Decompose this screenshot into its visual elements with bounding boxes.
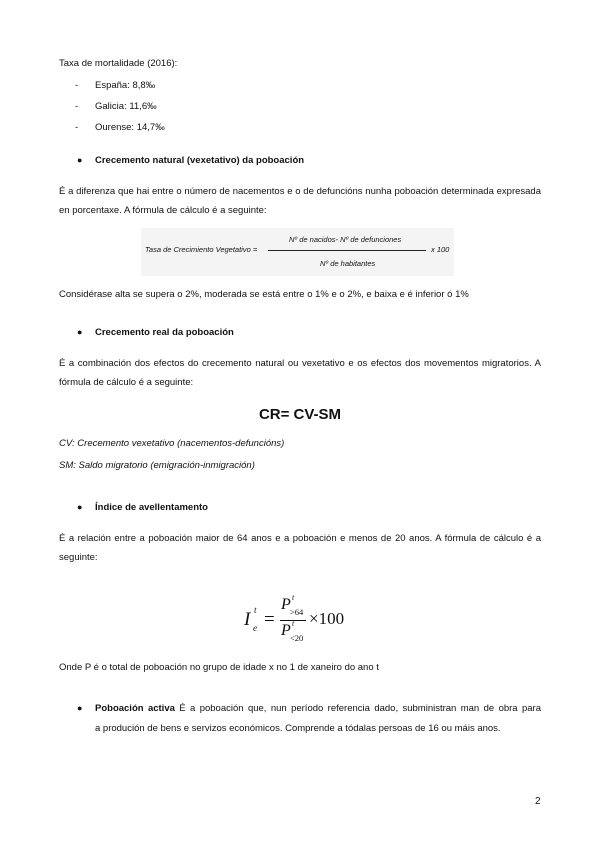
paragraph-ageing-index: É a relación entre a poboación maior de 64 anos e a poboación e menos de 20 anos. A fórmula de cálculo é a seguinte: [59, 533, 541, 563]
eq-sub-e: e [253, 623, 257, 633]
mortality-item-spain: España: 8,8‰ [95, 80, 156, 91]
mortality-title: Taxa de mortalidade (2016): [59, 58, 178, 69]
eq-times-100: ×100 [309, 609, 345, 628]
eq-sup-t: t [254, 605, 257, 615]
list-dash: - [75, 80, 79, 91]
definition-sm: SM: Saldo migratorio (emigración-inmigración) [59, 460, 255, 471]
eq-numerator-sup: t [292, 593, 295, 602]
formula-label: Tasa de Crecimiento Vegetativo = [145, 245, 258, 254]
mortality-item-galicia: Galicia: 11,6‰ [95, 101, 157, 112]
eq-denominator-sub: <20 [290, 633, 304, 643]
formula-multiplier: x 100 [431, 245, 450, 254]
real-growth-formula: CR= CV-SM [258, 406, 342, 423]
vegetative-growth-formula [141, 228, 454, 276]
eq-numerator-sub: >64 [290, 607, 304, 617]
active-population-line1 [95, 703, 541, 715]
section-heading-ageing-index: Índice de avellentamento [95, 502, 208, 513]
active-population-text1: É a poboación que, nun período referencia dado, subministran man de obra para [179, 703, 541, 714]
bullet-icon: ● [77, 155, 83, 165]
eq-denominator-p: P [281, 622, 291, 639]
eq-numerator-p: P [281, 596, 291, 613]
formula-numerator: Nº de nacidos- Nº de defunciones [289, 235, 402, 244]
natural-growth-note: Considérase alta se supera o 2%, moderada se está entre o 1% e o 2%, e baixa e é inferior ó 1% [59, 289, 469, 300]
section-heading-natural-growth: Crecemento natural (vexetativo) da poboación [95, 155, 305, 166]
list-dash: - [75, 122, 79, 133]
eq-denominator-sup: t [292, 619, 295, 628]
definition-cv: CV: Crecemento vexetativo (nacementos-defuncións) [59, 438, 285, 449]
mortality-item-ourense: Ourense: 14,7‰ [95, 122, 165, 133]
section-heading-active-population: Poboación activa [95, 703, 175, 714]
eq-symbol-i: I [244, 609, 251, 630]
list-dash: - [75, 101, 79, 112]
fraction-line [268, 250, 426, 251]
ageing-index-note: Onde P é o total de poboación no grupo de idade x no 1 de xaneiro do ano t [59, 662, 379, 673]
bullet-icon: ● [77, 502, 83, 512]
page-number: 2 [535, 796, 541, 807]
active-population-line2: a produción de bens e servizos económicos. Comprende a tódalas persoas de 16 ou máis anos. [95, 723, 501, 734]
bullet-icon: ● [77, 327, 83, 337]
paragraph-natural-growth: É a diferenza que hai entre o número de nacementos e o de defuncións nunha poboación determinada expresada en porcentaxe. A fórmula de cálculo é a seguinte: [59, 186, 541, 216]
section-heading-real-growth: Crecemento real da poboación [95, 327, 234, 338]
paragraph-real-growth: É a combinación dos efectos do crecemento natural ou vexetativo e os efectos dos movementos migratorios. A fórmula de cálculo é a seguinte: [59, 358, 541, 388]
eq-equals: = [264, 609, 275, 630]
formula-denominator: Nº de habitantes [320, 259, 376, 268]
bullet-icon: ● [77, 703, 83, 713]
